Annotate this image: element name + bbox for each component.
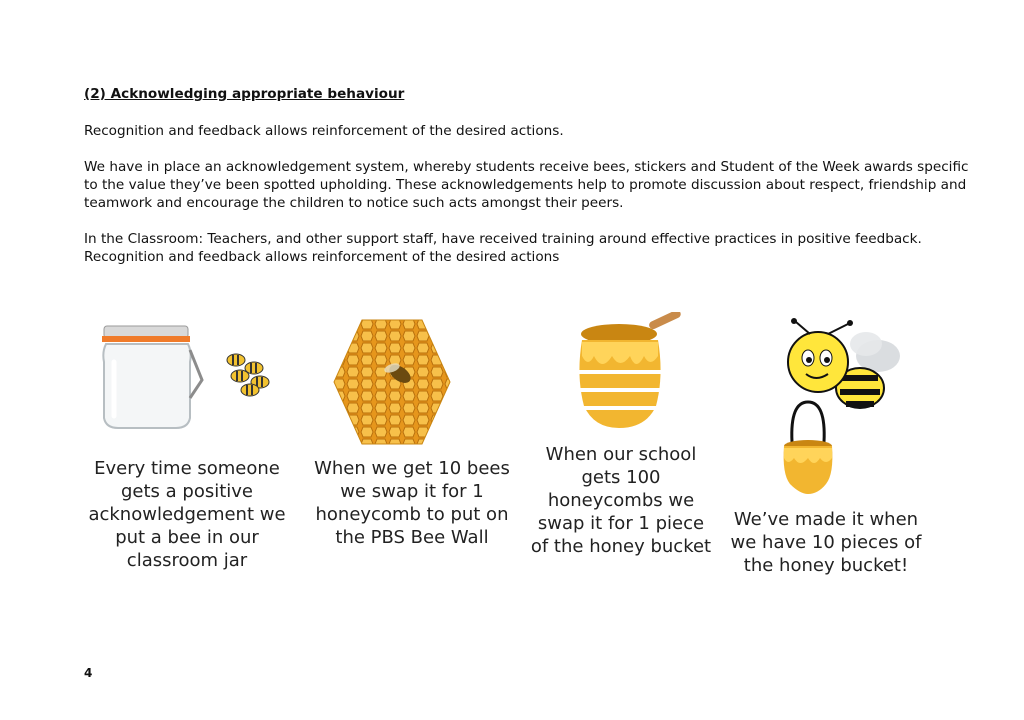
step-4-caption: We’ve made it when we have 10 pieces of the honey bucket! <box>730 509 922 576</box>
paragraph-3: In the Classroom: Teachers, and other support staff, have received training around effective practices in positive feedback. Recognition and feedback allows reinforcement of the desired actions <box>84 231 922 265</box>
step-3-caption: When our school gets 100 honeycombs we swap it for 1 piece of the honey bucket <box>530 444 712 557</box>
honey-pot-icon <box>574 312 684 432</box>
honeycomb-icon <box>332 318 452 446</box>
step-1-caption: Every time someone gets a positive acknowledgement we put a bee in our classroom jar <box>88 458 286 571</box>
paragraph-2: We have in place an acknowledgement system, whereby students receive bees, stickers and Student of the Week awards specific to the value they’ve been spotted upholding. These acknowledgements help to promote discussion about respect, friendship and teamwork and encourage the children to notice such acts amongst their peers. <box>84 159 969 211</box>
page-number: 4 <box>84 666 93 680</box>
section-heading: (2) Acknowledging appropriate behaviour <box>84 86 405 102</box>
paragraph-1: Recognition and feedback allows reinforcement of the desired actions. <box>84 123 564 139</box>
step-2-caption: When we get 10 bees we swap it for 1 honeycomb to put on the PBS Bee Wall <box>314 458 510 548</box>
jar-with-bees-icon <box>94 322 284 432</box>
bee-with-honey-bucket-icon <box>770 318 910 498</box>
